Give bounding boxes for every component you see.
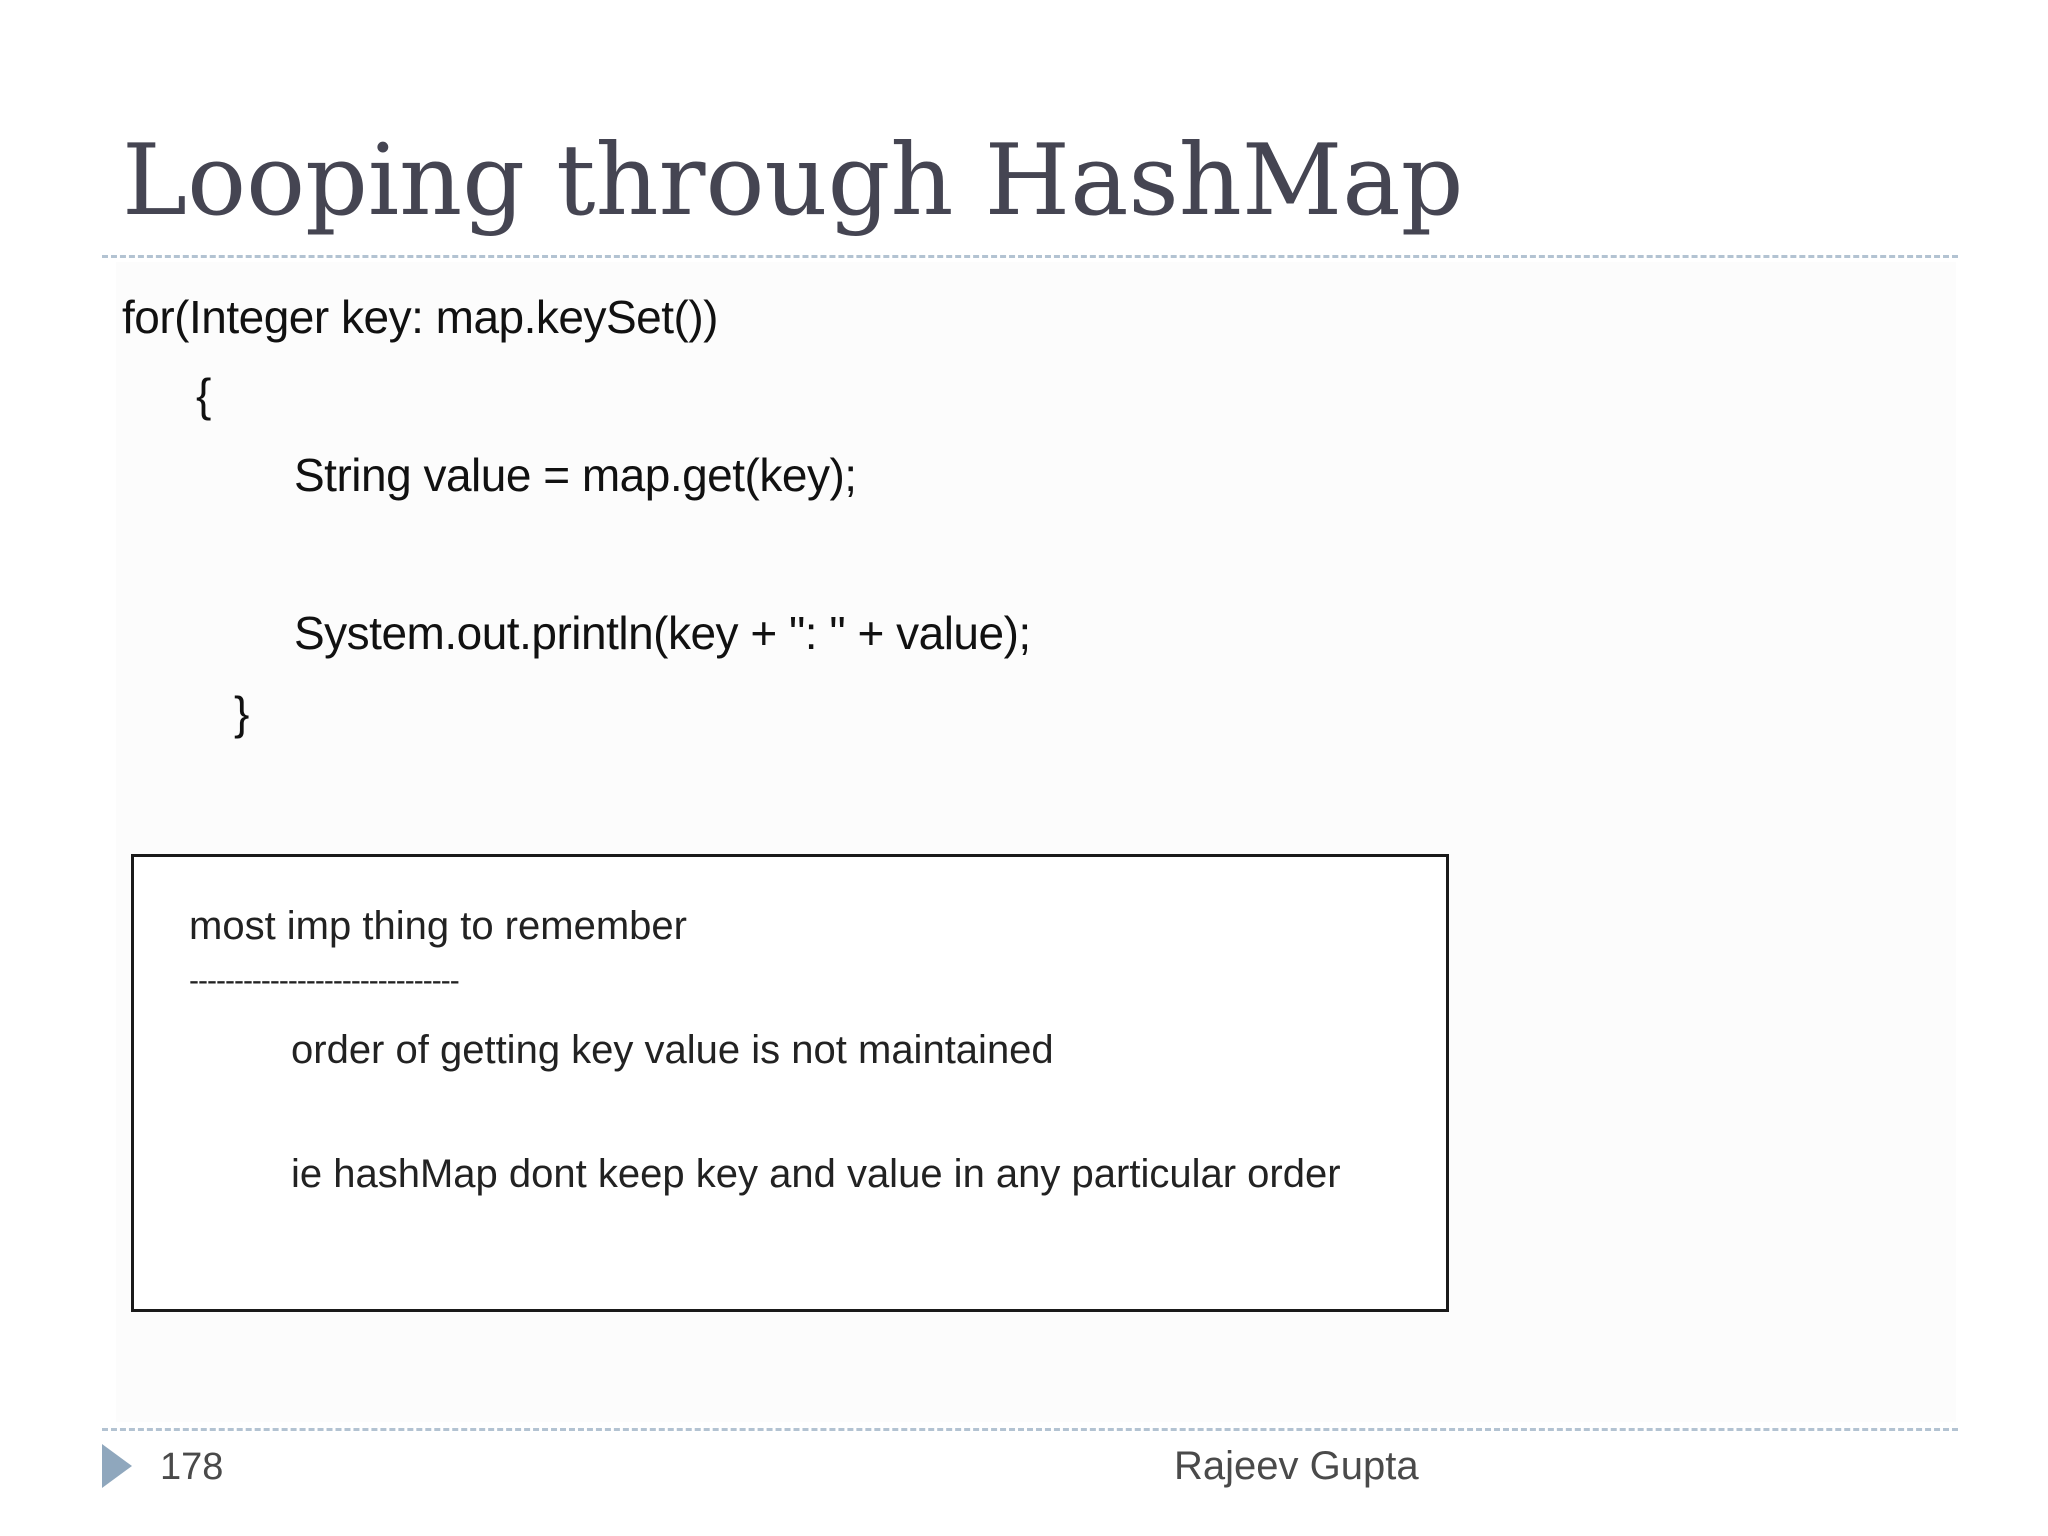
- code-line-close-brace: }: [234, 687, 249, 739]
- code-line-get-value: String value = map.get(key);: [294, 449, 857, 501]
- author-name: Rajeev Gupta: [1174, 1444, 1419, 1488]
- page-number: 178: [160, 1446, 224, 1488]
- code-line-for: for(Integer key: map.keySet()): [122, 291, 718, 343]
- code-line-println: System.out.println(key + ": " + value);: [294, 607, 1031, 659]
- code-line-open-brace: {: [196, 369, 211, 421]
- footer-divider: [102, 1428, 1958, 1431]
- slide-title: Looping through HashMap: [122, 124, 1464, 238]
- note-separator: ------------------------------: [189, 964, 459, 997]
- title-divider: [102, 255, 1958, 258]
- note-heading: most imp thing to remember: [189, 904, 687, 948]
- note-line-hashmap: ie hashMap dont keep key and value in any particular order: [291, 1152, 1341, 1196]
- triangle-right-icon: [102, 1444, 132, 1488]
- note-line-order: order of getting key value is not maintained: [291, 1028, 1054, 1072]
